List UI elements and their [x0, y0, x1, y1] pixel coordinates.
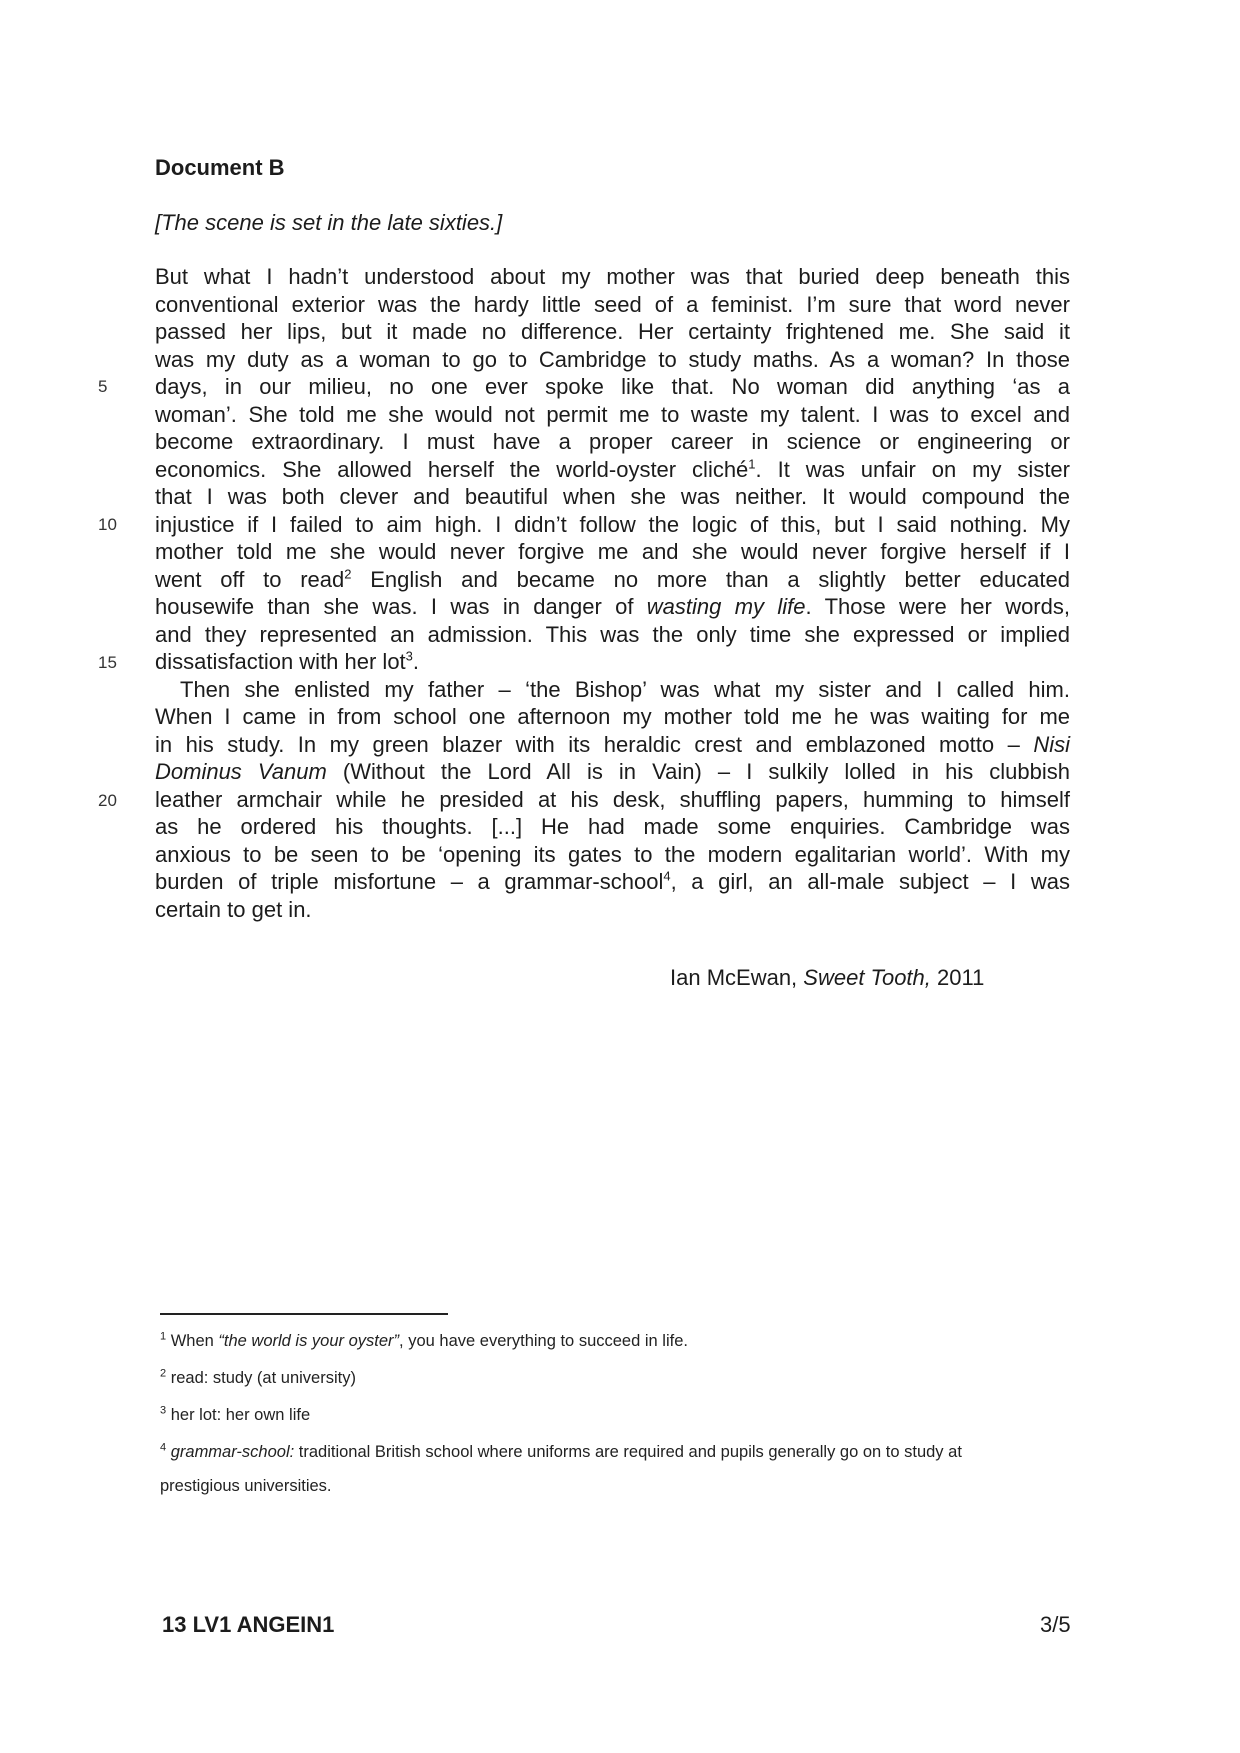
line-number-5: 5 — [98, 377, 108, 396]
passage-fragment: housewife than she was. I was in danger of — [155, 594, 647, 619]
passage-line — [155, 758, 1070, 786]
passage-fragment: dissatisfaction with her lot — [155, 649, 406, 674]
footnotes — [160, 1330, 1090, 1512]
passage-line: certain to get in. — [155, 896, 312, 922]
footnote-3 — [160, 1404, 1090, 1426]
footnote-4 — [160, 1441, 1090, 1463]
footnote-1 — [160, 1330, 1090, 1352]
footnote-ref-4: 4 — [663, 868, 671, 884]
passage-fragment: burden of triple misfortune – a grammar-school — [155, 869, 664, 894]
passage-line: mother told me she would never forgive me and she would never forgive herself if I — [155, 539, 1070, 564]
passage-fragment: . — [412, 649, 420, 674]
footnote-text: her lot: her own life — [170, 1406, 311, 1424]
passage-line: become extraordinary. I must have a proper career in science or engineering or — [155, 429, 1070, 454]
footnote-text: , you have everything to succeed in life. — [399, 1332, 688, 1350]
author-name: Ian McEwan, — [670, 965, 804, 990]
publication-year: 2011 — [930, 965, 985, 990]
footnote-divider — [160, 1313, 448, 1315]
passage-fragment: . Those were her words, — [805, 594, 1070, 619]
footnote-number: 1 — [160, 1330, 167, 1343]
passage-line — [155, 566, 1070, 594]
exam-code: 13 LV1 ANGEIN1 — [162, 1612, 335, 1637]
passage-line: passed her lips, but it made no difference. Her certainty frightened me. She said it — [155, 319, 1070, 344]
passage-line: Then she enlisted my father – ‘the Bishop’ was what my sister and I called him. — [180, 676, 1070, 702]
footnote-4-continued: prestigious universities. — [160, 1477, 332, 1495]
passage-fragment: went off to read — [155, 566, 345, 592]
passage-fragment: (Without the Lord All is in Vain) – I sulkily lolled in his clubbish — [326, 759, 1070, 784]
passage-line: When I came in from school one afternoon my mother told me he was waiting for me — [155, 704, 1070, 729]
footnote-term: grammar-school: — [170, 1443, 295, 1461]
attribution — [670, 965, 984, 991]
passage-fragment: economics. She allowed herself the world-oyster cliché — [155, 456, 749, 482]
passage-line — [155, 648, 1070, 676]
footnote-ref-1: 1 — [748, 456, 756, 472]
scene-intro: [The scene is set in the late sixties.] — [155, 210, 503, 235]
passage-fragment: in his study. In my green blazer with its heraldic crest and emblazoned motto – — [155, 731, 1034, 757]
passage-text — [155, 263, 1070, 923]
passage-line: that I was both clever and beautiful when she was neither. It would compound the — [155, 484, 1070, 509]
passage-line: days, in our milieu, no one ever spoke like that. No woman did anything ‘as a — [155, 374, 1070, 399]
footnote-number: 3 — [160, 1404, 167, 1417]
passage-line: But what I hadn’t understood about my mother was that buried deep beneath this — [155, 264, 1070, 289]
line-number-10: 10 — [98, 515, 117, 534]
passage-fragment: English and became no more than a slightly better educated — [351, 566, 1070, 592]
motto-text: Dominus Vanum — [155, 759, 327, 784]
footnote-text: read: study (at university) — [170, 1369, 356, 1387]
passage-line — [155, 456, 1070, 484]
work-title: Sweet Tooth, — [803, 965, 931, 990]
footnote-2 — [160, 1367, 1090, 1389]
passage-line — [155, 731, 1070, 759]
footnote-text: When — [170, 1332, 219, 1350]
line-number-20: 20 — [98, 791, 117, 810]
passage-line: as he ordered his thoughts. [...] He had made some enquiries. Cambridge was — [155, 814, 1070, 839]
passage-line: woman’. She told me she would not permit me to waste my talent. I was to excel and — [155, 401, 1070, 427]
footnote-text: traditional British school where uniforms are required and pupils generally go on to study at — [294, 1443, 962, 1461]
footnote-ref-2: 2 — [344, 566, 352, 582]
passage-line — [155, 868, 1070, 896]
passage-line: anxious to be seen to be ‘opening its gates to the modern egalitarian world’. With my — [155, 841, 1070, 867]
passage-line — [155, 593, 1070, 621]
passage-fragment: . It was unfair on my sister — [755, 456, 1070, 482]
footnote-number: 4 — [160, 1441, 167, 1454]
passage-line: leather armchair while he presided at his desk, shuffling papers, humming to himself — [155, 786, 1070, 812]
passage-line: was my duty as a woman to go to Cambridge to study maths. As a woman? In those — [155, 346, 1070, 372]
passage-line: injustice if I failed to aim high. I didn’t follow the logic of this, but I said nothing. My — [155, 511, 1070, 537]
footnote-number: 2 — [160, 1367, 167, 1380]
passage-fragment: , a girl, an all-male subject – I was — [670, 869, 1070, 894]
document-title: Document B — [155, 155, 285, 180]
passage-line: and they represented an admission. This was the only time she expressed or implied — [155, 621, 1070, 647]
footnote-ref-3: 3 — [405, 648, 413, 664]
line-number-15: 15 — [98, 653, 117, 672]
motto-text: Nisi — [1033, 731, 1070, 757]
footnote-quote: “the world is your oyster” — [218, 1332, 400, 1350]
passage-line: conventional exterior was the hardy little seed of a feminist. I’m sure that word never — [155, 291, 1070, 317]
emphasis-text: wasting my life — [646, 594, 806, 619]
page-number: 3/5 — [1040, 1612, 1071, 1637]
